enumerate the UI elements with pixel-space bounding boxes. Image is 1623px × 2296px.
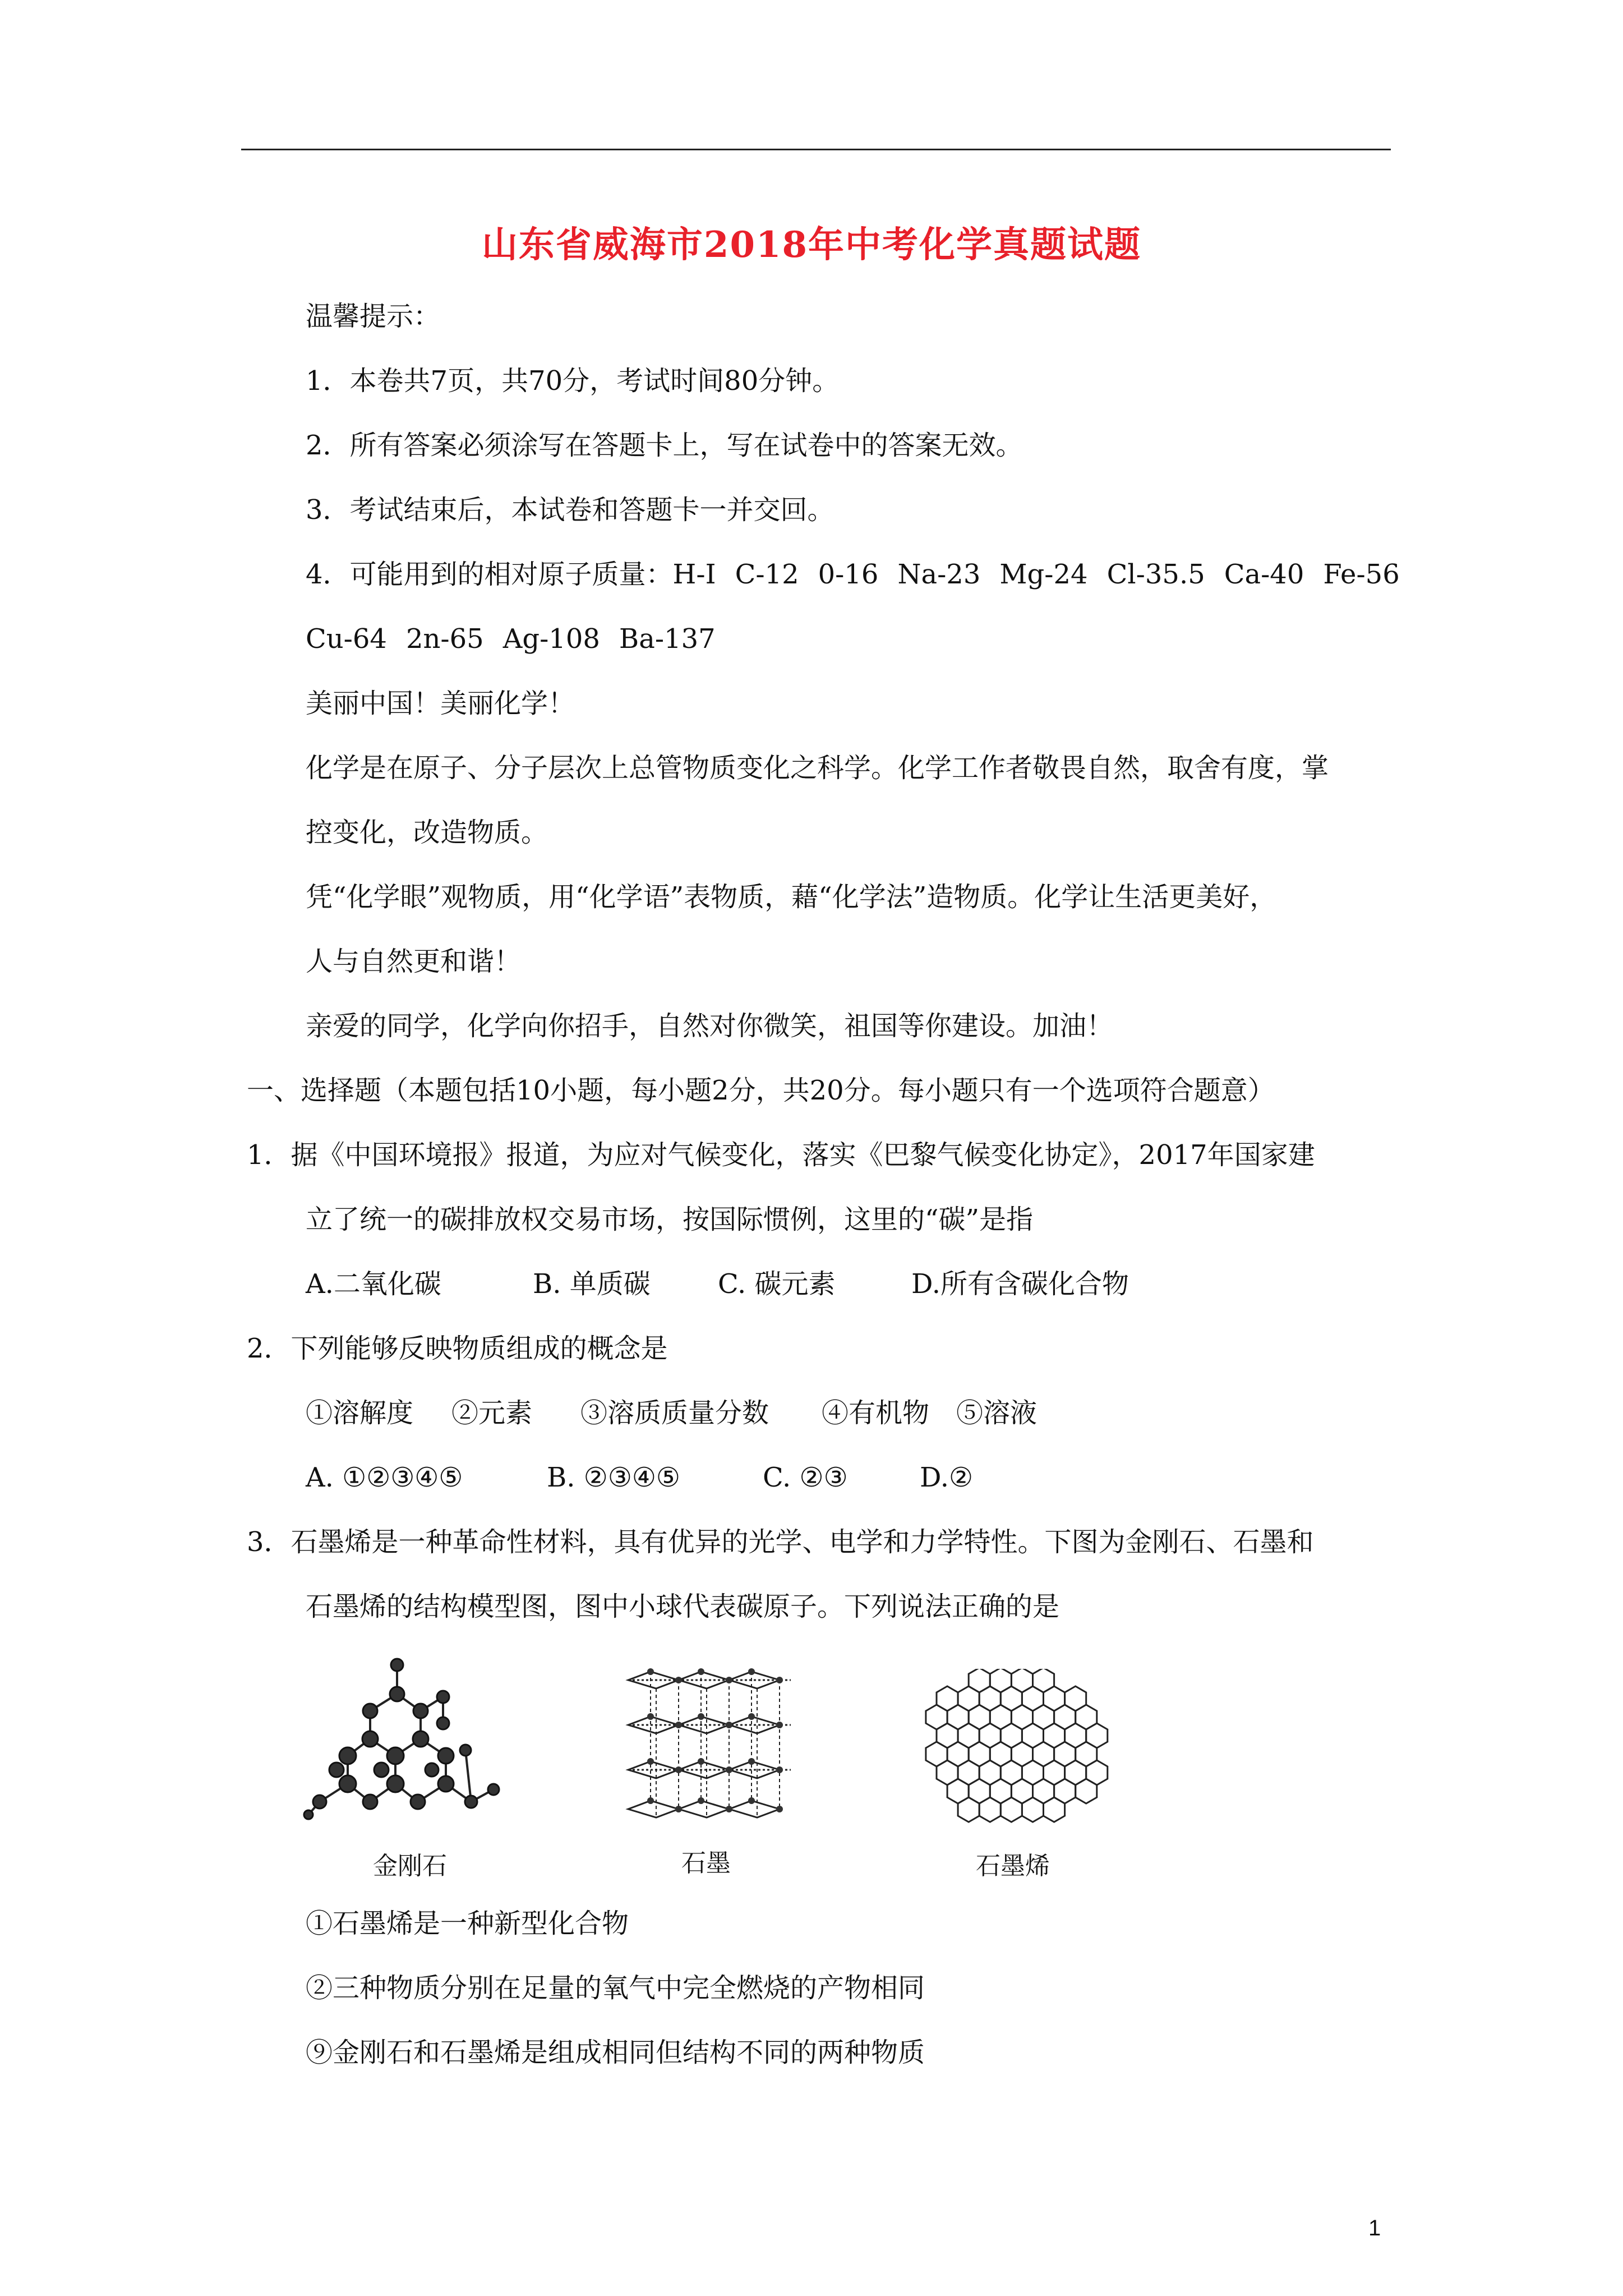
intro-para1-line2: 控变化，改造物质。 <box>306 817 548 848</box>
notice-heading: 温馨提示： <box>306 301 441 332</box>
q2-items: ①溶解度 ②元素 ③溶质质量分数 ④有机物 ⑤溶液 <box>306 1397 1038 1429</box>
q1-option-c: C. 碳元素 <box>718 1268 836 1300</box>
q2-options <box>306 1464 973 1491</box>
diamond-structure-figure <box>303 1655 516 1840</box>
notice-item-1: 1．本卷共7页，共70分，考试时间80分钟。 <box>306 365 840 397</box>
graphene-hexagon <box>1000 1797 1022 1822</box>
section-heading: 一、选择题（本题包括10小题，每小题2分，共20分。每小题只有一个选项符合题意） <box>247 1075 1275 1106</box>
q3-stem-line1: 3．石墨烯是一种革命性材料，具有优异的光学、电学和力学特性。下图为金刚石、石墨和 <box>247 1526 1314 1558</box>
q1-option-b: B. 单质碳 <box>533 1268 651 1300</box>
graphene-hexagon <box>979 1797 1000 1822</box>
graphite-caption: 石墨 <box>681 1849 731 1878</box>
atomic-masses-line-1: 4．可能用到的相对原子质量：H-I C-12 0-16 Na-23 Mg-24 Cl-35.5 Ca-40 Fe-56 <box>306 559 1400 590</box>
graphene-hexagon <box>1076 1779 1097 1803</box>
q3-statement-2: ②三种物质分别在足量的氧气中完全燃烧的产物相同 <box>306 1972 925 2004</box>
q1-stem-line2: 立了统一的碳排放权交易市场，按国际惯例，这里的“碳”是指 <box>306 1204 1034 1235</box>
intro-para3: 亲爱的同学，化学向你招手，自然对你微笑，祖国等你建设。加油！ <box>306 1010 1114 1042</box>
q2-option-b: B. ②③④⑤ <box>547 1462 680 1493</box>
q3-statement-1: ①石墨烯是一种新型化合物 <box>306 1908 629 1939</box>
notice-item-2: 2．所有答案必须涂写在答题卡上，写在试卷中的答案无效。 <box>306 430 1023 461</box>
header-rule <box>241 149 1391 150</box>
q1-options <box>306 1268 1129 1300</box>
intro-para2-line1: 凭“化学眼”观物质，用“化学语”表物质，藉“化学法”造物质。化学让生活更美好， <box>306 881 1277 913</box>
graphene-hexagon <box>958 1797 979 1822</box>
q2-option-d: D.② <box>920 1462 974 1493</box>
q1-stem-line1: 1．据《中国环境报》报道，为应对气候变化，落实《巴黎气候变化协定》，2017年国家建 <box>247 1139 1315 1171</box>
q1-option-a: A.二氧化碳 <box>306 1268 441 1300</box>
atomic-masses-line-2: Cu-64 2n-65 Ag-108 Ba-137 <box>306 623 716 655</box>
q2-stem: 2．下列能够反映物质组成的概念是 <box>247 1333 668 1364</box>
intro-para2-line2: 人与自然更和谐！ <box>306 946 522 977</box>
graphene-hexagon <box>1022 1797 1043 1822</box>
diamond-caption: 金刚石 <box>373 1852 447 1880</box>
page-title: 山东省威海市2018年中考化学真题试题 <box>481 224 1142 266</box>
q3-stem-line2: 石墨烯的结构模型图，图中小球代表碳原子。下列说法正确的是 <box>306 1591 1060 1622</box>
page-number: 1 <box>1368 2216 1381 2240</box>
q2-option-a: A. ①②③④⑤ <box>306 1462 463 1493</box>
slogan: 美丽中国！美丽化学！ <box>306 688 575 719</box>
q3-statement-3: ⑨金刚石和石墨烯是组成相同但结构不同的两种物质 <box>306 2037 925 2068</box>
graphene-caption: 石墨烯 <box>976 1852 1050 1880</box>
q2-option-c: C. ②③ <box>763 1462 848 1493</box>
graphene-hexagon <box>1044 1797 1065 1822</box>
notice-item-3: 3．考试结束后，本试卷和答题卡一并交回。 <box>306 494 834 526</box>
q1-option-d: D.所有含碳化合物 <box>911 1268 1129 1300</box>
graphite-structure-figure <box>617 1663 802 1826</box>
masses-label: 4．可能用到的相对原子质量： <box>306 559 673 590</box>
graphene-structure-figure <box>920 1669 1110 1832</box>
intro-para1-line1: 化学是在原子、分子层次上总管物质变化之科学。化学工作者敬畏自然，取舍有度，掌 <box>306 752 1329 784</box>
